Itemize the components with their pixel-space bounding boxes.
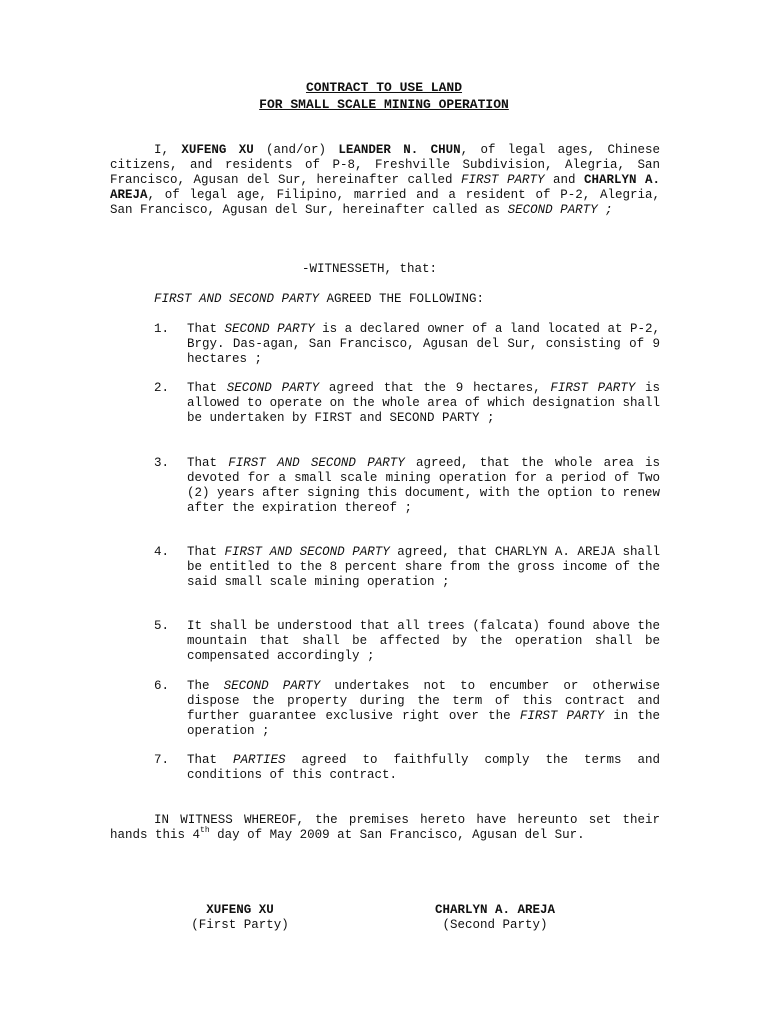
clause-number: 4. xyxy=(154,545,170,559)
signatory-role: (First Party) xyxy=(191,918,289,932)
clause-item xyxy=(154,456,660,516)
intro-paragraph: I, XUFENG XU (and/or) LEANDER N. CHUN, of legal ages, Chinese citizens, and residents of P-8, Freshville Subdivision, Alegria, San Francisco, Agusan del Sur, hereinafter called FIRST PARTY and CHARLYN A. AREJA, of legal age, Filipino, married and a resident of P-2, Alegria, San Francisco, Agusan del Sur, hereinafter called as SECOND PARTY ; xyxy=(110,143,661,217)
signatory-name: XUFENG XU xyxy=(206,903,274,917)
clause-item xyxy=(154,679,660,739)
clause-number: 6. xyxy=(154,679,170,693)
signatory-name: CHARLYN A. AREJA xyxy=(434,903,556,917)
clause-text: That SECOND PARTY agreed that the 9 hectares, FIRST PARTY is allowed to operate on the whole area of which designation shall be undertaken by FIRST and SECOND PARTY ; xyxy=(187,381,660,425)
clause-item xyxy=(154,545,660,590)
clause-item xyxy=(154,322,660,367)
signatory-role: (Second Party) xyxy=(442,918,548,932)
witness-paragraph: IN WITNESS WHEREOF, the premises hereto have hereunto set their hands this 4th day of May 2009 at San Francisco, Agusan del Sur. xyxy=(110,813,660,842)
party-reference: SECOND PARTY ; xyxy=(507,203,613,217)
party-name: CHARLYN A. AREJA xyxy=(110,173,661,202)
party-name: LEANDER N. CHUN xyxy=(338,143,461,157)
clause-item xyxy=(154,619,660,664)
clause-number: 7. xyxy=(154,753,170,767)
clause-text: That FIRST AND SECOND PARTY agreed, that the whole area is devoted for a small scale mining operation for a period of Two (2) years after signing this document, with the option to renew after the expiration thereof ; xyxy=(187,456,660,515)
witnesseth-heading: -WITNESSETH, that: xyxy=(302,262,438,276)
clause-text: The SECOND PARTY undertakes not to encumber or otherwise dispose the property during the term of this contract and further guarantee exclusive right over the FIRST PARTY in the operation ; xyxy=(187,679,660,738)
clause-text: That SECOND PARTY is a declared owner of a land located at P-2, Brgy. Das-agan, San Francisco, Agusan del Sur, consisting of 9 hectares ; xyxy=(187,322,661,366)
clause-number: 5. xyxy=(154,619,170,633)
clause-text: That FIRST AND SECOND PARTY agreed, that CHARLYN A. AREJA shall be entitled to the 8 percent share from the gross income of the said small scale mining operation ; xyxy=(187,545,660,589)
clause-number: 2. xyxy=(154,381,170,395)
clause-text: That PARTIES agreed to faithfully comply the terms and conditions of this contract. xyxy=(187,753,660,782)
agreement-heading: FIRST AND SECOND PARTY AGREED THE FOLLOWING: xyxy=(154,292,485,306)
party-name: XUFENG XU xyxy=(181,143,254,157)
signature-first-party xyxy=(170,903,310,933)
clause-item xyxy=(154,381,660,426)
contract-title: CONTRACT TO USE LAND xyxy=(305,80,463,95)
contract-subtitle: FOR SMALL SCALE MINING OPERATION xyxy=(259,97,509,112)
clause-text: It shall be understood that all trees (falcata) found above the mountain that shall be affected by the operation shall be compensated accordingly ; xyxy=(187,619,660,663)
signature-second-party xyxy=(410,903,580,933)
party-reference: FIRST PARTY xyxy=(461,173,545,187)
clause-number: 3. xyxy=(154,456,170,470)
clause-number: 1. xyxy=(154,322,170,336)
clause-item xyxy=(154,753,660,783)
